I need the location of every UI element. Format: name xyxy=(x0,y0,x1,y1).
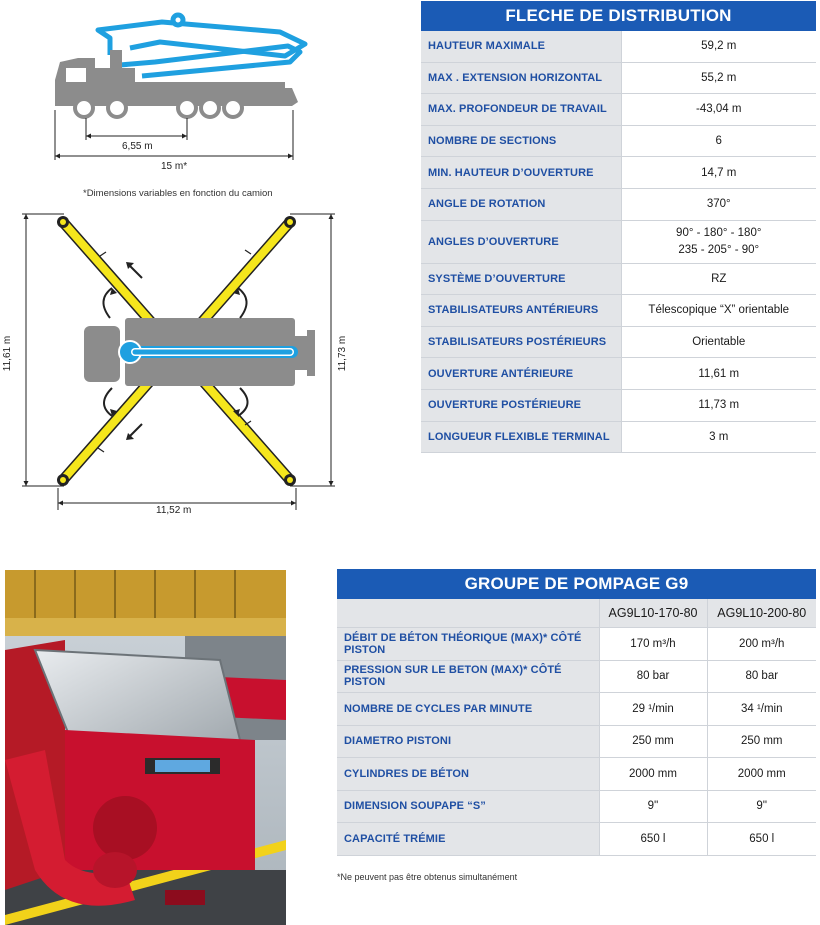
row-label: DIAMETRO PISTONI xyxy=(337,725,599,758)
row-label: CYLINDRES DE BÉTON xyxy=(337,758,599,791)
row-label: NOMBRE DE CYCLES PAR MINUTE xyxy=(337,693,599,726)
row-value-model-2: 200 m³/h xyxy=(707,628,816,661)
table-row xyxy=(421,421,816,453)
width-dimension-label: 11,52 m xyxy=(156,505,192,516)
row-value-model-1: 2000 mm xyxy=(599,758,707,791)
distribution-table-title: FLECHE DE DISTRIBUTION xyxy=(421,1,816,31)
table-row xyxy=(421,389,816,421)
pump-footnote: *Ne peuvent pas être obtenus simultanément xyxy=(337,872,518,882)
row-label: ANGLE DE ROTATION xyxy=(421,188,621,220)
row-value: 14,7 m xyxy=(621,157,816,189)
row-value-model-2: 650 l xyxy=(707,823,816,856)
table-row xyxy=(421,62,816,94)
table-row xyxy=(337,758,816,791)
distribution-spec-table xyxy=(421,31,816,453)
table-row xyxy=(337,693,816,726)
table-row xyxy=(337,660,816,693)
row-value: Télescopique “X” orientable xyxy=(621,295,816,327)
row-value: 11,61 m xyxy=(621,358,816,390)
row-value-model-1: 29 ¹/min xyxy=(599,693,707,726)
pump-spec-table xyxy=(337,599,816,856)
row-value: RZ xyxy=(621,263,816,295)
model-column-header: AG9L10-170-80 xyxy=(599,599,707,628)
truck-side-view xyxy=(50,10,310,180)
table-row xyxy=(421,263,816,295)
row-value-model-1: 250 mm xyxy=(599,725,707,758)
outrigger-plan-view xyxy=(0,208,349,523)
table-row xyxy=(421,125,816,157)
table-row xyxy=(337,725,816,758)
boom-folded-drawing xyxy=(98,15,305,76)
table-row xyxy=(421,295,816,327)
rear-opening-dimension-label: 11,73 m xyxy=(337,335,349,372)
row-label: HAUTEUR MAXIMALE xyxy=(421,31,621,62)
truck-side-drawing xyxy=(50,10,310,180)
row-label: STABILISATEURS POSTÉRIEURS xyxy=(421,326,621,358)
table-row xyxy=(421,94,816,126)
outrigger-plan-drawing xyxy=(0,208,345,523)
row-value: 3 m xyxy=(621,421,816,453)
row-value-model-2: 9'' xyxy=(707,790,816,823)
row-label: MAX. PROFONDEUR DE TRAVAIL xyxy=(421,94,621,126)
row-label: STABILISATEURS ANTÉRIEURS xyxy=(421,295,621,327)
row-value: 55,2 m xyxy=(621,62,816,94)
row-value: Orientable xyxy=(621,326,816,358)
front-opening-dimension-label: 11,61 m xyxy=(2,335,14,372)
row-value-line-2: 235 - 205° - 90° xyxy=(678,243,760,256)
row-label: OUVERTURE POSTÉRIEURE xyxy=(421,389,621,421)
table-row xyxy=(421,188,816,220)
row-value-model-1: 170 m³/h xyxy=(599,628,707,661)
table-row xyxy=(337,628,816,661)
row-label: LONGUEUR FLEXIBLE TERMINAL xyxy=(421,421,621,453)
row-value-model-2: 80 bar xyxy=(707,660,816,693)
pump-group-photo xyxy=(5,570,286,925)
row-label: DIMENSION SOUPAPE “S” xyxy=(337,790,599,823)
pump-group-table xyxy=(337,569,816,856)
row-label: MIN. HAUTEUR D’OUVERTURE xyxy=(421,157,621,189)
row-value-line-1: 90° - 180° - 180° xyxy=(676,226,762,239)
empty-header-cell xyxy=(337,599,599,628)
row-value-model-2: 250 mm xyxy=(707,725,816,758)
table-row xyxy=(421,220,816,263)
pump-table-title: GROUPE DE POMPAGE G9 xyxy=(337,569,816,599)
row-value: 370° xyxy=(621,188,816,220)
table-row xyxy=(421,358,816,390)
length-dimension-label: 15 m* xyxy=(161,161,188,172)
row-value-model-2: 2000 mm xyxy=(707,758,816,791)
row-value-model-1: 650 l xyxy=(599,823,707,856)
row-label: NOMBRE DE SECTIONS xyxy=(421,125,621,157)
row-value: -43,04 m xyxy=(621,94,816,126)
row-label: DÉBIT DE BÉTON THÉORIQUE (MAX)* CÔTÉ PISTON xyxy=(337,628,599,661)
row-label: ANGLES D’OUVERTURE xyxy=(421,220,621,263)
model-column-header: AG9L10-200-80 xyxy=(707,599,816,628)
table-row xyxy=(421,326,816,358)
row-value: 6 xyxy=(621,125,816,157)
table-row xyxy=(421,157,816,189)
table-header-row xyxy=(337,599,816,628)
row-label: PRESSION SUR LE BETON (MAX)* CÔTÉ PISTON xyxy=(337,660,599,693)
row-label: MAX . EXTENSION HORIZONTAL xyxy=(421,62,621,94)
table-row xyxy=(337,823,816,856)
table-row xyxy=(421,31,816,62)
row-value: 59,2 m xyxy=(621,31,816,62)
row-value: 11,73 m xyxy=(621,389,816,421)
row-value-model-1: 9'' xyxy=(599,790,707,823)
row-label: OUVERTURE ANTÉRIEURE xyxy=(421,358,621,390)
row-value-model-2: 34 ¹/min xyxy=(707,693,816,726)
dimensions-footnote: *Dimensions variables en fonction du camion xyxy=(83,188,273,199)
row-value xyxy=(621,220,816,263)
row-label: CAPACITÉ TRÉMIE xyxy=(337,823,599,856)
distribution-boom-table xyxy=(421,1,816,453)
pump-photo-illustration xyxy=(5,570,286,925)
row-label: SYSTÈME D’OUVERTURE xyxy=(421,263,621,295)
table-row xyxy=(337,790,816,823)
row-value-model-1: 80 bar xyxy=(599,660,707,693)
wheelbase-dimension-label: 6,55 m xyxy=(122,141,153,152)
